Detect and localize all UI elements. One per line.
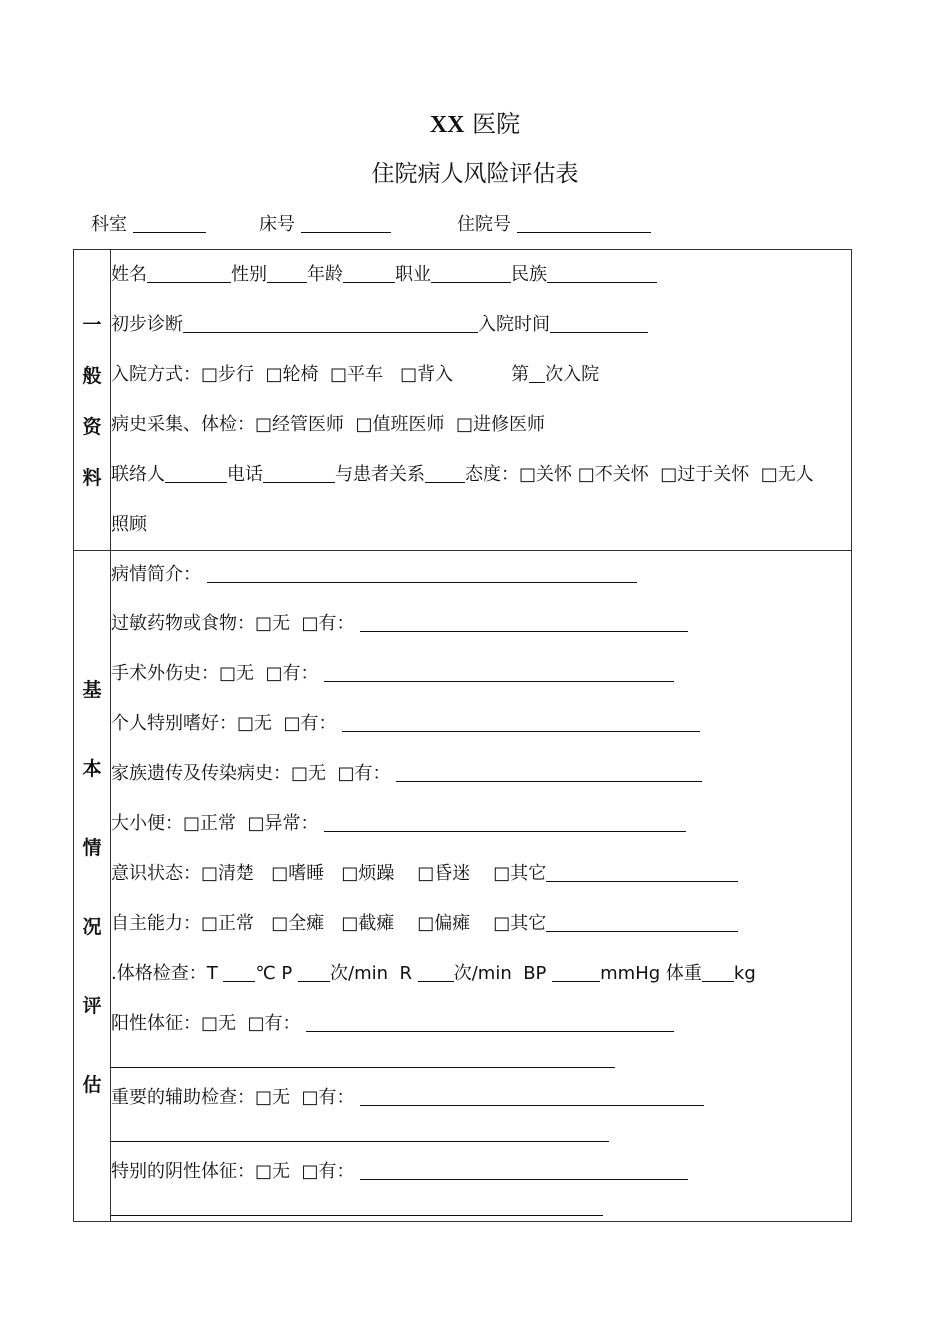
basic-label-char: 况 <box>82 916 102 938</box>
habit-yes-checkbox[interactable]: □有： <box>283 713 337 734</box>
gender-label: 性别 <box>231 264 267 285</box>
history-oncall-checkbox[interactable]: □值班医师 <box>355 414 445 435</box>
history-attending-checkbox[interactable]: □经管医师 <box>255 414 345 435</box>
relation-label: 与患者关系 <box>335 464 425 485</box>
condition-blank[interactable] <box>207 562 637 583</box>
weight-label: 体重 <box>665 963 702 984</box>
surgery-blank[interactable] <box>324 661 674 682</box>
weight-blank[interactable] <box>702 961 734 982</box>
contact-label: 联络人 <box>111 464 165 485</box>
occupation-label: 职业 <box>395 264 431 285</box>
phone-blank[interactable] <box>263 462 335 483</box>
basic-label-char: 基 <box>82 679 102 701</box>
basic-label-char: 估 <box>82 1074 102 1096</box>
surgery-no-checkbox[interactable]: □无 <box>219 663 255 684</box>
bp-unit: mmHg <box>600 963 661 984</box>
condition-line <box>111 551 851 599</box>
positive-signs-line <box>111 999 851 1049</box>
admission-no-label: 住院号 <box>457 214 511 235</box>
exam-label: .体格检查： <box>111 963 207 984</box>
bed-label: 床号 <box>259 214 295 235</box>
positive-signs-blank-cont[interactable] <box>111 1051 615 1068</box>
family-yes-checkbox[interactable]: □有： <box>337 763 391 784</box>
habit-blank[interactable] <box>342 711 700 732</box>
positive-signs-cont <box>111 1049 851 1073</box>
ability-other-blank[interactable] <box>546 911 738 932</box>
positive-yes-checkbox[interactable]: □有： <box>247 1013 301 1034</box>
excretion-label: 大小便： <box>111 813 183 834</box>
general-label-cell <box>74 250 111 551</box>
aux-exam-blank-cont[interactable] <box>111 1125 609 1142</box>
negative-no-checkbox[interactable]: □无 <box>255 1161 291 1182</box>
excretion-blank[interactable] <box>324 811 686 832</box>
history-line <box>111 400 851 450</box>
contact-line <box>111 450 851 500</box>
dept-blank[interactable] <box>133 212 206 233</box>
positive-signs-blank[interactable] <box>306 1011 674 1032</box>
dept-label: 科室 <box>91 214 127 235</box>
basic-section-label <box>74 675 110 1097</box>
excretion-line <box>111 799 851 849</box>
ethnicity-label: 民族 <box>511 264 547 285</box>
allergy-label: 过敏药物或食物： <box>111 613 255 634</box>
admit-time-blank[interactable] <box>550 312 648 333</box>
ethnicity-blank[interactable] <box>547 262 657 283</box>
basic-content <box>111 551 852 1222</box>
general-label-char: 一 <box>82 314 102 336</box>
form-title: 住院病人风险评估表 <box>371 161 579 187</box>
consciousness-clear-checkbox[interactable]: □清楚 <box>201 863 255 884</box>
family-line <box>111 749 851 799</box>
general-label-char: 资 <box>82 416 102 438</box>
aux-exam-blank[interactable] <box>360 1085 704 1106</box>
allergy-blank[interactable] <box>360 611 688 632</box>
ability-line <box>111 899 851 949</box>
bed-field[interactable] <box>259 210 391 240</box>
ability-paraplegia-checkbox[interactable]: □截瘫 <box>341 913 395 934</box>
negative-signs-label: 特别的阴性体征： <box>111 1161 255 1182</box>
consciousness-other-checkbox[interactable]: □其它 <box>493 863 547 884</box>
weight-unit: kg <box>733 963 756 984</box>
dept-field[interactable] <box>91 210 206 240</box>
aux-exam-label: 重要的辅助检查： <box>111 1087 255 1108</box>
admit-count-prefix: 第 <box>511 364 530 385</box>
pulse-blank[interactable] <box>298 961 330 982</box>
negative-signs-blank[interactable] <box>360 1159 688 1180</box>
surgery-line <box>111 649 851 699</box>
pulse-label: P <box>281 963 293 984</box>
admit-mode-walk-checkbox[interactable]: □步行 <box>201 364 255 385</box>
ability-quadriplegia-checkbox[interactable]: □全瘫 <box>271 913 325 934</box>
contact-blank[interactable] <box>165 462 227 483</box>
allergy-no-checkbox[interactable]: □无 <box>255 613 291 634</box>
aux-yes-checkbox[interactable]: □有： <box>301 1087 355 1108</box>
gender-blank[interactable] <box>267 262 307 283</box>
admit-mode-carried-checkbox[interactable]: □背入 <box>400 364 454 385</box>
age-label: 年龄 <box>307 264 343 285</box>
negative-signs-line <box>111 1147 851 1197</box>
family-no-checkbox[interactable]: □无 <box>291 763 327 784</box>
relation-blank[interactable] <box>425 462 465 483</box>
surgery-label: 手术外伤史： <box>111 663 219 684</box>
admit-count-blank[interactable] <box>529 362 545 383</box>
attitude-cont-text: 照顾 <box>111 514 147 535</box>
admission-no-blank[interactable] <box>517 212 651 233</box>
identity-line <box>111 250 851 300</box>
temperature-label: T <box>206 963 218 984</box>
consciousness-restless-checkbox[interactable]: □烦躁 <box>341 863 395 884</box>
positive-signs-label: 阳性体征： <box>111 1013 201 1034</box>
respiration-label: R <box>399 963 412 984</box>
respiration-unit: 次/min <box>453 963 512 984</box>
general-section-label <box>74 310 110 490</box>
history-label: 病史采集、体检： <box>111 414 255 435</box>
basic-label-char: 本 <box>82 758 102 780</box>
negative-yes-checkbox[interactable]: □有： <box>301 1161 355 1182</box>
general-section <box>74 250 852 551</box>
consciousness-line <box>111 849 851 899</box>
ability-hemiplegia-checkbox[interactable]: □偏瘫 <box>417 913 471 934</box>
diagnosis-label: 初步诊断 <box>111 314 183 335</box>
negative-signs-cont <box>111 1197 851 1221</box>
attitude-nobody-checkbox[interactable]: □无人 <box>760 464 814 485</box>
basic-section <box>74 551 852 1222</box>
family-blank[interactable] <box>396 761 702 782</box>
allergy-yes-checkbox[interactable]: □有： <box>301 613 355 634</box>
admit-mode-label: 入院方式： <box>111 364 201 385</box>
aux-exam-line <box>111 1073 851 1123</box>
positive-no-checkbox[interactable]: □无 <box>201 1013 237 1034</box>
age-blank[interactable] <box>343 262 395 283</box>
admit-time-label: 入院时间 <box>478 314 550 335</box>
basic-label-cell <box>74 551 111 1222</box>
negative-signs-blank-cont[interactable] <box>111 1199 603 1216</box>
excretion-abnormal-checkbox[interactable]: □异常： <box>247 813 319 834</box>
temperature-blank[interactable] <box>223 961 255 982</box>
general-content <box>111 250 852 551</box>
name-label: 姓名 <box>111 264 147 285</box>
attitude-uncaring-checkbox[interactable]: □不关怀 <box>577 464 649 485</box>
hospital-name: 医院 <box>472 110 521 138</box>
consciousness-drowsy-checkbox[interactable]: □嗜睡 <box>271 863 325 884</box>
allergy-line <box>111 599 851 649</box>
surgery-yes-checkbox[interactable]: □有： <box>265 663 319 684</box>
diagnosis-line <box>111 300 851 350</box>
name-blank[interactable] <box>147 262 231 283</box>
diagnosis-blank[interactable] <box>183 312 478 333</box>
habit-label: 个人特别嗜好： <box>111 713 237 734</box>
basic-label-char: 情 <box>82 837 102 859</box>
attitude-overcaring-checkbox[interactable]: □过于关怀 <box>660 464 750 485</box>
attitude-label: 态度： <box>465 464 519 485</box>
temperature-unit: ℃ <box>255 963 276 984</box>
admit-mode-line <box>111 350 851 400</box>
assessment-table <box>73 249 852 1222</box>
attitude-cont-line <box>111 500 851 550</box>
respiration-blank[interactable] <box>418 961 454 982</box>
bed-blank[interactable] <box>301 212 391 233</box>
family-label: 家族遗传及传染病史： <box>111 763 291 784</box>
basic-label-char: 评 <box>82 995 102 1017</box>
history-trainee-checkbox[interactable]: □进修医师 <box>455 414 545 435</box>
general-label-char: 料 <box>82 467 102 489</box>
habit-line <box>111 699 851 749</box>
ability-normal-checkbox[interactable]: □正常 <box>201 913 255 934</box>
condition-label: 病情简介： <box>111 564 201 585</box>
aux-exam-cont <box>111 1123 851 1147</box>
bp-label: BP <box>523 963 547 984</box>
ability-label: 自主能力： <box>111 913 201 934</box>
attitude-caring-checkbox[interactable]: □关怀 <box>519 464 573 485</box>
ability-other-checkbox[interactable]: □其它 <box>493 913 547 934</box>
admission-no-field[interactable] <box>457 210 651 240</box>
consciousness-coma-checkbox[interactable]: □昏迷 <box>417 863 471 884</box>
consciousness-label: 意识状态： <box>111 863 201 884</box>
bp-blank[interactable] <box>552 961 600 982</box>
excretion-normal-checkbox[interactable]: □正常 <box>183 813 237 834</box>
aux-no-checkbox[interactable]: □无 <box>255 1087 291 1108</box>
hospital-title <box>0 106 950 143</box>
general-label-char: 般 <box>82 365 102 387</box>
consciousness-other-blank[interactable] <box>546 861 738 882</box>
habit-no-checkbox[interactable]: □无 <box>237 713 273 734</box>
hospital-prefix: XX <box>429 112 465 138</box>
admit-mode-stretcher-checkbox[interactable]: □平车 <box>329 364 383 385</box>
pulse-unit: 次/min <box>330 963 389 984</box>
admit-mode-wheelchair-checkbox[interactable]: □轮椅 <box>265 364 319 385</box>
occupation-blank[interactable] <box>431 262 511 283</box>
phone-label: 电话 <box>227 464 263 485</box>
exam-line <box>111 949 851 999</box>
admit-count-suffix: 次入院 <box>545 364 600 385</box>
